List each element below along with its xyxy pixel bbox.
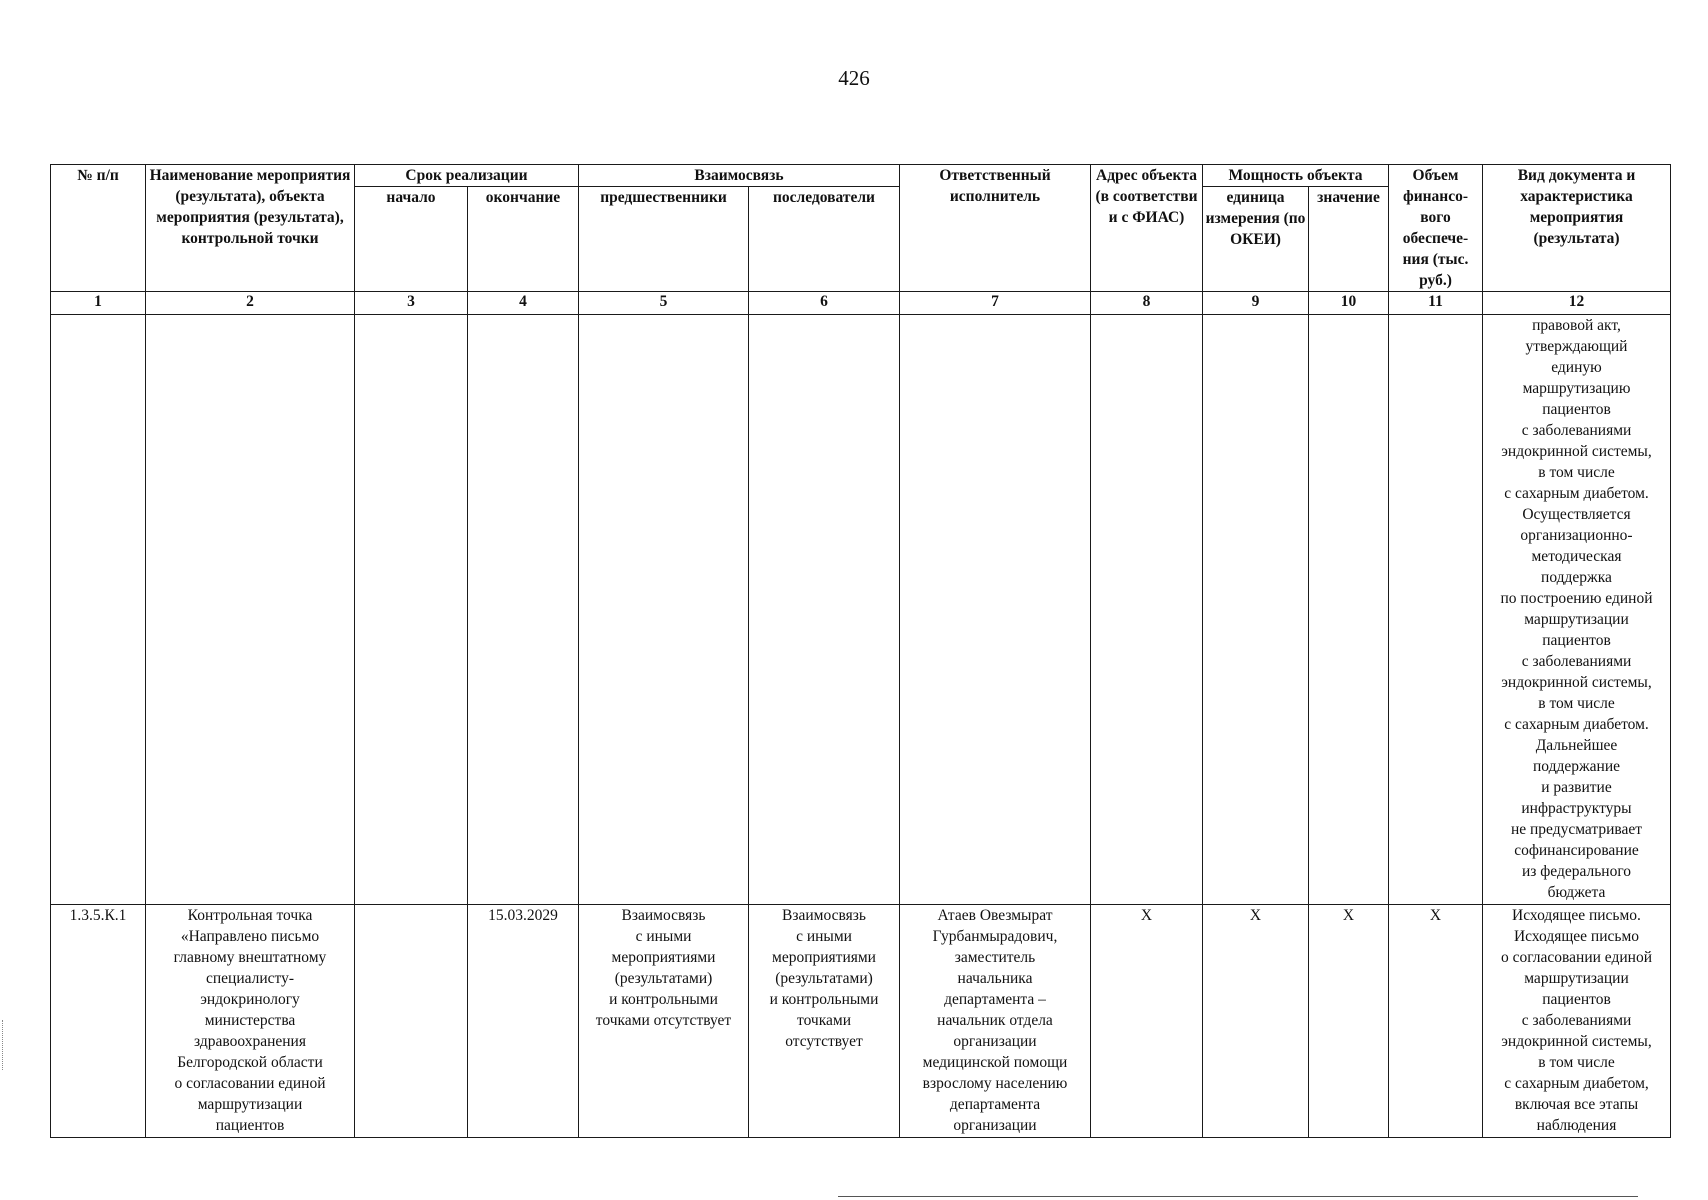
- text-line: с сахарным диабетом.: [1504, 716, 1649, 733]
- cell-succ-empty: [749, 315, 900, 905]
- text-line: эндокринологу: [200, 991, 300, 1009]
- text-line: о согласовании единой: [1500, 949, 1653, 967]
- text-line: поддержание: [1532, 758, 1621, 775]
- text-line: в том числе: [1538, 1054, 1615, 1072]
- column-number: 6: [749, 292, 900, 315]
- text-line: Дальнейшее: [1535, 737, 1618, 754]
- column-number: 4: [468, 292, 579, 315]
- text-line: заместитель: [954, 949, 1036, 967]
- text-line: по построению единой: [1500, 590, 1653, 607]
- text-line: (результатами): [614, 970, 713, 988]
- header-address: Адрес объекта (в соответстви и с ФИАС): [1091, 165, 1203, 292]
- text-line: Контрольная точка: [187, 907, 313, 925]
- column-number: 3: [355, 292, 468, 315]
- text-line: маршрутизации: [197, 1096, 303, 1114]
- cell-cap-unit: Х: [1203, 905, 1309, 1138]
- column-number: 8: [1091, 292, 1203, 315]
- text-line: точками отсутствует: [595, 1012, 732, 1030]
- text-line: здравоохранения: [194, 1033, 306, 1051]
- text-line: эндокринной системы,: [1501, 674, 1652, 691]
- text-line: специалисту-: [205, 970, 295, 988]
- text-line: медицинской помощи: [922, 1054, 1068, 1072]
- header-link-succ: последователи: [749, 187, 900, 292]
- text-line: из федерального: [1521, 863, 1632, 880]
- text-line: Гурбанмырадович,: [932, 928, 1058, 946]
- scan-edge-marks: [2, 1020, 9, 1070]
- text-line: наблюдения: [1536, 1117, 1617, 1135]
- header-cap-unit: единица измерения (по ОКЕИ): [1203, 187, 1309, 292]
- cell-end-empty: [468, 315, 579, 905]
- text-line: и развитие: [1541, 779, 1612, 796]
- page-bottom-rule: [838, 1196, 1638, 1197]
- text-line: (результатами): [775, 970, 873, 988]
- header-term: Срок реализации: [355, 165, 579, 187]
- text-line: правовой акт,: [1532, 317, 1621, 334]
- cell-doc: [1483, 905, 1671, 1138]
- cell-cap-value: Х: [1309, 905, 1389, 1138]
- text-line: главному внештатному: [173, 949, 327, 967]
- text-line: Атаев Овезмырат: [937, 907, 1053, 925]
- cell-num: 1.3.5.К.1: [51, 905, 146, 1138]
- column-number: 2: [146, 292, 355, 315]
- text-line: с заболеваниями: [1521, 422, 1632, 439]
- text-line: единую: [1551, 359, 1602, 376]
- text-line: в том числе: [1538, 464, 1615, 481]
- text-line: Взаимосвязь: [621, 907, 706, 925]
- text-line: организации: [953, 1117, 1037, 1135]
- text-line: поддержка: [1541, 569, 1612, 586]
- header-cap-value: значение: [1309, 187, 1389, 292]
- cell-start-empty: [355, 315, 468, 905]
- cell-cap-value-empty: [1309, 315, 1389, 905]
- text-line: Исходящее письмо.: [1512, 907, 1641, 925]
- text-line: организационно-: [1520, 527, 1633, 544]
- column-number: 12: [1483, 292, 1671, 315]
- plan-table: [50, 164, 1671, 1138]
- text-line: маршрутизации: [1524, 611, 1629, 628]
- cell-address: Х: [1091, 905, 1203, 1138]
- text-line: софинансирование: [1514, 842, 1639, 859]
- header-finance: Объем финансо-вого обеспече-ния (тыс. руб.): [1389, 165, 1483, 292]
- text-line: начальника: [957, 970, 1033, 988]
- text-line: пациентов: [215, 1117, 285, 1135]
- cell-pred-empty: [579, 315, 749, 905]
- cell-name-empty: [146, 315, 355, 905]
- text-line: с заболеваниями: [1521, 1012, 1632, 1030]
- column-number: 5: [579, 292, 749, 315]
- text-line: «Направлено письмо: [180, 928, 320, 946]
- text-line: департамента: [949, 1096, 1041, 1114]
- header-term-end: окончание: [468, 187, 579, 292]
- text-line: в том числе: [1538, 695, 1615, 712]
- cell-name: [146, 905, 355, 1138]
- text-line: мероприятиями: [772, 949, 876, 967]
- header-link: Взаимосвязь: [579, 165, 900, 187]
- text-line: с иными: [796, 928, 852, 946]
- cell-doc-continued: [1483, 315, 1671, 905]
- table-row-continued: [51, 315, 1671, 905]
- text-line: взрослому населению: [922, 1075, 1068, 1093]
- text-line: и контрольными: [609, 991, 718, 1009]
- header-row-top: [51, 165, 1671, 187]
- text-line: бюджета: [1547, 884, 1606, 901]
- text-line: Исходящее письмо: [1513, 928, 1639, 946]
- page-number: 426: [838, 66, 870, 90]
- column-number: 7: [900, 292, 1091, 315]
- text-line: департамента –: [944, 991, 1046, 1009]
- text-line: пациентов: [1542, 632, 1611, 649]
- text-line: точками: [797, 1012, 851, 1030]
- cell-num-empty: [51, 315, 146, 905]
- header-responsible: Ответственный исполнитель: [900, 165, 1091, 292]
- header-capacity: Мощность объекта: [1203, 165, 1389, 187]
- cell-pred: [579, 905, 749, 1138]
- header-name: Наименование мероприятия (результата), объекта мероприятия (результата), контрольной точки: [146, 165, 355, 292]
- text-line: министерства: [204, 1012, 296, 1030]
- text-line: эндокринной системы,: [1501, 1033, 1652, 1051]
- cell-start: [355, 905, 468, 1138]
- cell-succ: [749, 905, 900, 1138]
- table-row-checkpoint: [51, 905, 1671, 1138]
- text-line: маршрутизацию: [1522, 380, 1631, 397]
- text-line: с заболеваниями: [1521, 653, 1632, 670]
- text-line: утверждающий: [1525, 338, 1628, 355]
- text-line: организации: [953, 1033, 1037, 1051]
- header-link-pred: предшественники: [579, 187, 749, 292]
- header-doc: Вид документа и характеристика мероприятия (результата): [1483, 165, 1671, 292]
- column-number: 1: [51, 292, 146, 315]
- text-line: включая все этапы: [1514, 1096, 1639, 1114]
- column-number: 11: [1389, 292, 1483, 315]
- column-number: 9: [1203, 292, 1309, 315]
- text-line: мероприятиями: [611, 949, 716, 967]
- text-line: Осуществляется: [1522, 506, 1631, 523]
- column-numbers-row: [51, 292, 1671, 315]
- column-number: 10: [1309, 292, 1389, 315]
- cell-responsible-empty: [900, 315, 1091, 905]
- cell-responsible: [900, 905, 1091, 1138]
- text-line: Белгородской области: [177, 1054, 323, 1072]
- text-line: маршрутизации: [1524, 970, 1629, 988]
- cell-finance: Х: [1389, 905, 1483, 1138]
- text-line: пациентов: [1542, 991, 1611, 1009]
- text-line: отсутствует: [785, 1033, 863, 1051]
- text-line: Взаимосвязь: [782, 907, 866, 925]
- text-line: пациентов: [1542, 401, 1611, 418]
- cell-finance-empty: [1389, 315, 1483, 905]
- text-line: и контрольными: [769, 991, 879, 1009]
- header-num: № п/п: [51, 165, 146, 292]
- text-line: эндокринной системы,: [1501, 443, 1652, 460]
- text-line: с сахарным диабетом.: [1504, 485, 1649, 502]
- cell-cap-unit-empty: [1203, 315, 1309, 905]
- text-line: с сахарным диабетом,: [1504, 1075, 1649, 1093]
- text-line: инфраструктуры: [1521, 800, 1632, 817]
- text-line: не предусматривает: [1510, 821, 1643, 838]
- text-line: начальник отдела: [937, 1012, 1053, 1030]
- text-line: о согласовании единой: [174, 1075, 326, 1093]
- text-line: методическая: [1531, 548, 1622, 565]
- header-term-start: начало: [355, 187, 468, 292]
- cell-end: 15.03.2029: [468, 905, 579, 1138]
- text-line: с иными: [635, 928, 692, 946]
- cell-address-empty: [1091, 315, 1203, 905]
